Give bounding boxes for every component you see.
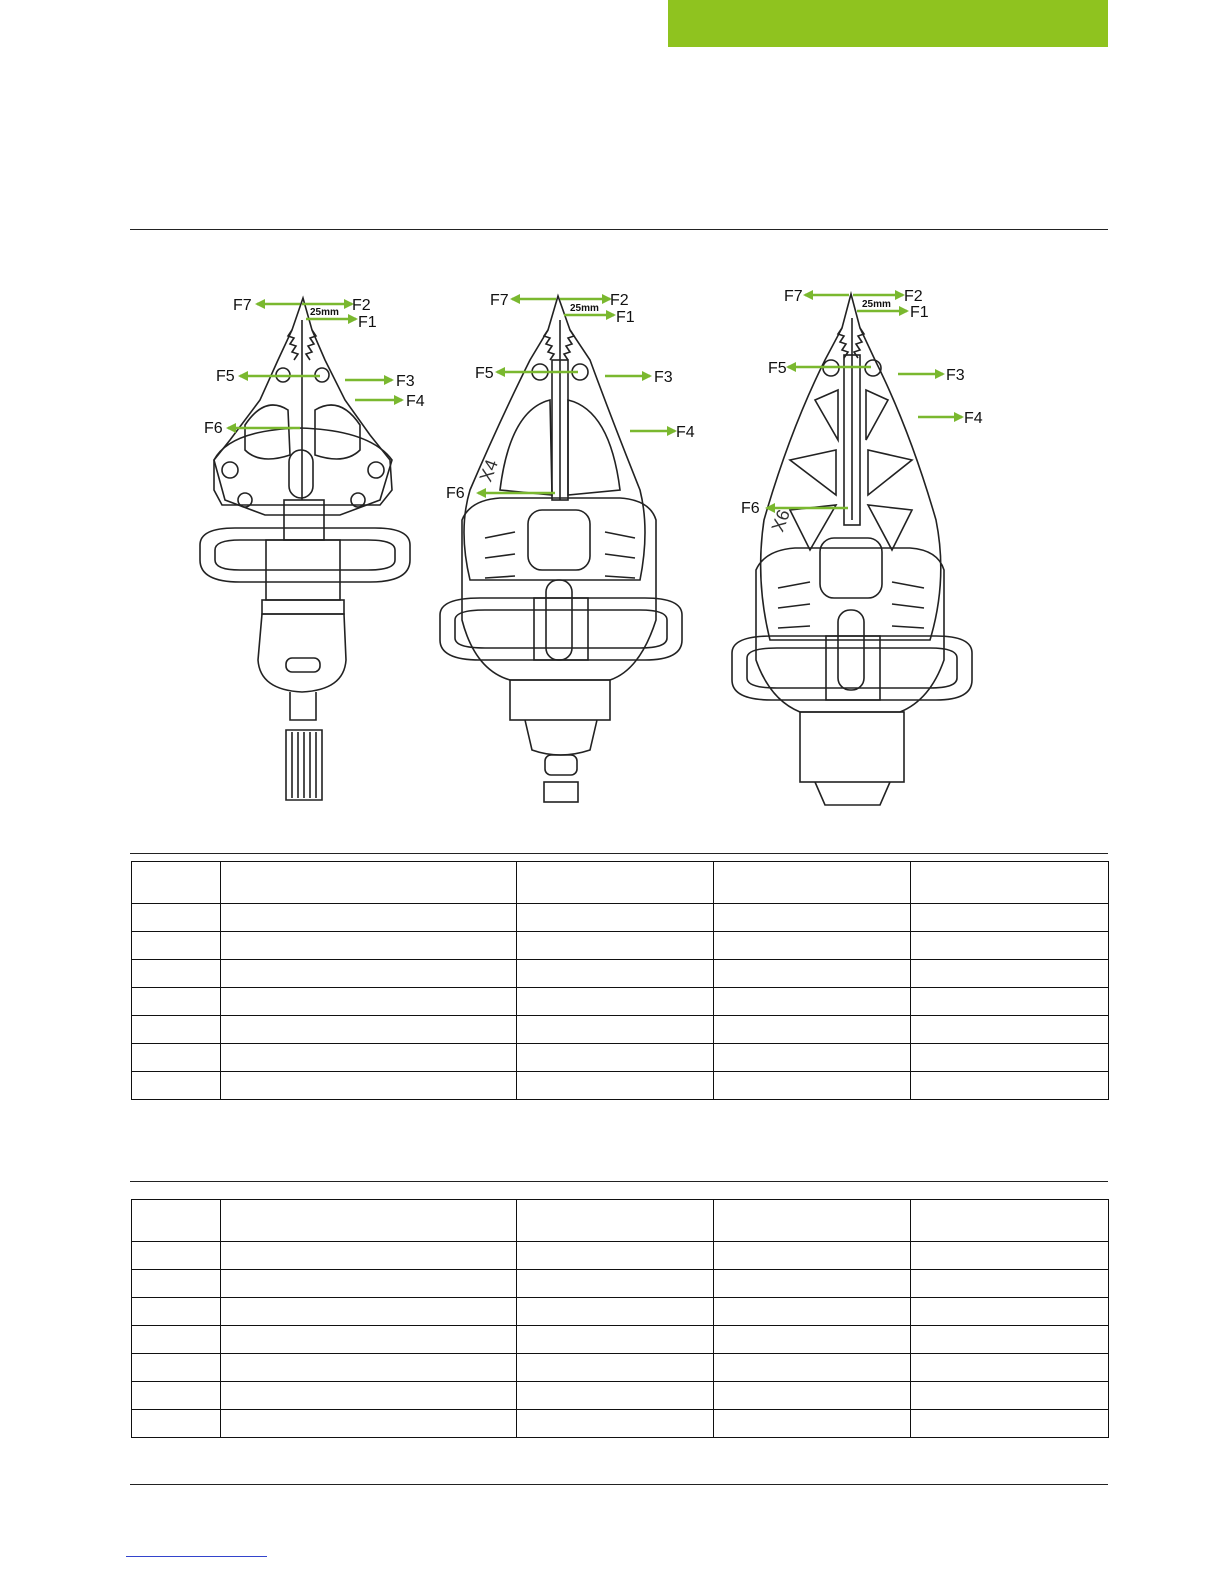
tool-right-label-f1: F1	[910, 304, 929, 321]
table-cell	[517, 904, 714, 932]
table-cell	[911, 1072, 1109, 1100]
table-cell	[517, 1382, 714, 1410]
tool-left-label-f3: F3	[396, 373, 415, 390]
table-cell	[221, 862, 517, 904]
table-cell	[911, 1016, 1109, 1044]
table-row	[132, 1270, 1109, 1298]
tool-left-label-f4: F4	[406, 393, 425, 410]
table-cell	[714, 1242, 911, 1270]
table-top-rule	[130, 853, 1108, 854]
table-cell	[517, 862, 714, 904]
table-row	[132, 1382, 1109, 1410]
table-cell	[221, 1298, 517, 1326]
footer-link-underline[interactable]	[126, 1556, 267, 1557]
table-cell	[221, 1242, 517, 1270]
table-cell	[221, 1016, 517, 1044]
table-bottom-rule	[130, 1181, 1108, 1182]
tool-right-model-mark: X6	[767, 506, 794, 535]
table-cell	[221, 1382, 517, 1410]
spreader-tools-drawing	[0, 260, 1224, 820]
tool-middle-label-f6: F6	[446, 485, 465, 502]
tool-middle-arrows	[475, 299, 675, 493]
table-cell	[132, 1298, 221, 1326]
table-row	[132, 988, 1109, 1016]
tool-left-label-f6: F6	[204, 420, 223, 437]
table-cell	[911, 1326, 1109, 1354]
table-row	[132, 1326, 1109, 1354]
table-cell	[714, 1298, 911, 1326]
table-cell	[517, 1200, 714, 1242]
tool-middle-label-f7: F7	[490, 292, 509, 309]
table-cell	[517, 1298, 714, 1326]
table-cell	[517, 1326, 714, 1354]
spec-table-bottom	[131, 1199, 1109, 1438]
table-cell	[911, 1298, 1109, 1326]
table-header-row	[132, 1200, 1109, 1242]
table-cell	[714, 1072, 911, 1100]
table-cell	[221, 988, 517, 1016]
table-cell	[221, 904, 517, 932]
table-row	[132, 1072, 1109, 1100]
table-cell	[714, 932, 911, 960]
table-cell	[714, 988, 911, 1016]
table-cell	[911, 1410, 1109, 1438]
table-row	[132, 904, 1109, 932]
table-row	[132, 1298, 1109, 1326]
table-cell	[517, 1242, 714, 1270]
table-cell	[714, 1410, 911, 1438]
table-cell	[517, 1354, 714, 1382]
table-cell	[911, 1270, 1109, 1298]
table-cell	[517, 1270, 714, 1298]
table-cell	[132, 904, 221, 932]
table-cell	[714, 1354, 911, 1382]
table-cell	[911, 932, 1109, 960]
tool-middle-label-f1: F1	[616, 309, 635, 326]
tool-right-arrows	[767, 295, 962, 508]
table-cell	[132, 1044, 221, 1072]
tool-right-label-f5: F5	[768, 360, 787, 377]
table-row	[132, 1354, 1109, 1382]
table-cell	[517, 960, 714, 988]
table-cell	[221, 1200, 517, 1242]
tool-right-dimension: 25mm	[862, 299, 891, 310]
tool-middle-model-mark: X4	[475, 456, 502, 485]
table-cell	[714, 1382, 911, 1410]
tool-right-label-f6: F6	[741, 500, 760, 517]
tool-middle-dimension: 25mm	[570, 303, 599, 314]
table-cell	[132, 1354, 221, 1382]
tool-middle-label-f4: F4	[676, 424, 695, 441]
table-cell	[911, 1200, 1109, 1242]
table-cell	[714, 1326, 911, 1354]
tool-left-label-f5: F5	[216, 368, 235, 385]
table-cell	[221, 1326, 517, 1354]
table-cell	[517, 988, 714, 1016]
table-cell	[714, 1270, 911, 1298]
tool-right-label-f3: F3	[946, 367, 965, 384]
tool-left-label-f7: F7	[233, 297, 252, 314]
table-cell	[714, 904, 911, 932]
table-cell	[517, 1016, 714, 1044]
table-cell	[132, 932, 221, 960]
table-cell	[517, 1044, 714, 1072]
table-cell	[911, 1242, 1109, 1270]
table-cell	[221, 1354, 517, 1382]
table-cell	[132, 1382, 221, 1410]
tool-right-label-f4: F4	[964, 410, 983, 427]
table-cell	[132, 1410, 221, 1438]
table-cell	[221, 1044, 517, 1072]
header-accent-bar	[668, 0, 1108, 47]
table-cell	[132, 1016, 221, 1044]
table-cell	[714, 960, 911, 988]
table-cell	[132, 862, 221, 904]
table-cell	[911, 960, 1109, 988]
footer-rule	[130, 1484, 1108, 1485]
table-row	[132, 1410, 1109, 1438]
table-cell	[911, 1354, 1109, 1382]
table-cell	[911, 862, 1109, 904]
table-cell	[714, 1016, 911, 1044]
table-cell	[132, 1072, 221, 1100]
table-cell	[714, 1200, 911, 1242]
table-cell	[132, 988, 221, 1016]
table-cell	[911, 988, 1109, 1016]
table-cell	[517, 1410, 714, 1438]
table-cell	[221, 1072, 517, 1100]
table-cell	[221, 1270, 517, 1298]
table-cell	[221, 932, 517, 960]
header-rule	[130, 229, 1108, 230]
table-row	[132, 1016, 1109, 1044]
table-cell	[911, 904, 1109, 932]
table-cell	[221, 1410, 517, 1438]
table-cell	[132, 1200, 221, 1242]
tool-middle-label-f2: F2	[610, 292, 629, 309]
table-row	[132, 932, 1109, 960]
table-cell	[221, 960, 517, 988]
table-cell	[132, 1270, 221, 1298]
tool-middle-label-f5: F5	[475, 365, 494, 382]
table-cell	[132, 1326, 221, 1354]
table-cell	[911, 1382, 1109, 1410]
tool-right-label-f2: F2	[904, 288, 923, 305]
tool-left-label-f2: F2	[352, 297, 371, 314]
table-row	[132, 960, 1109, 988]
table-cell	[714, 1044, 911, 1072]
tool-right-label-f7: F7	[784, 288, 803, 305]
tool-left-dimension: 25mm	[310, 307, 339, 318]
table-cell	[517, 1072, 714, 1100]
table-header-row	[132, 862, 1109, 904]
spreader-tools-figure	[0, 260, 1224, 820]
table-cell	[132, 960, 221, 988]
tool-left-label-f1: F1	[358, 314, 377, 331]
tool-middle-label-f3: F3	[654, 369, 673, 386]
table-cell	[714, 862, 911, 904]
table-cell	[911, 1044, 1109, 1072]
table-row	[132, 1242, 1109, 1270]
spec-table-top	[131, 861, 1109, 1100]
table-cell	[517, 932, 714, 960]
table-row	[132, 1044, 1109, 1072]
table-cell	[132, 1242, 221, 1270]
